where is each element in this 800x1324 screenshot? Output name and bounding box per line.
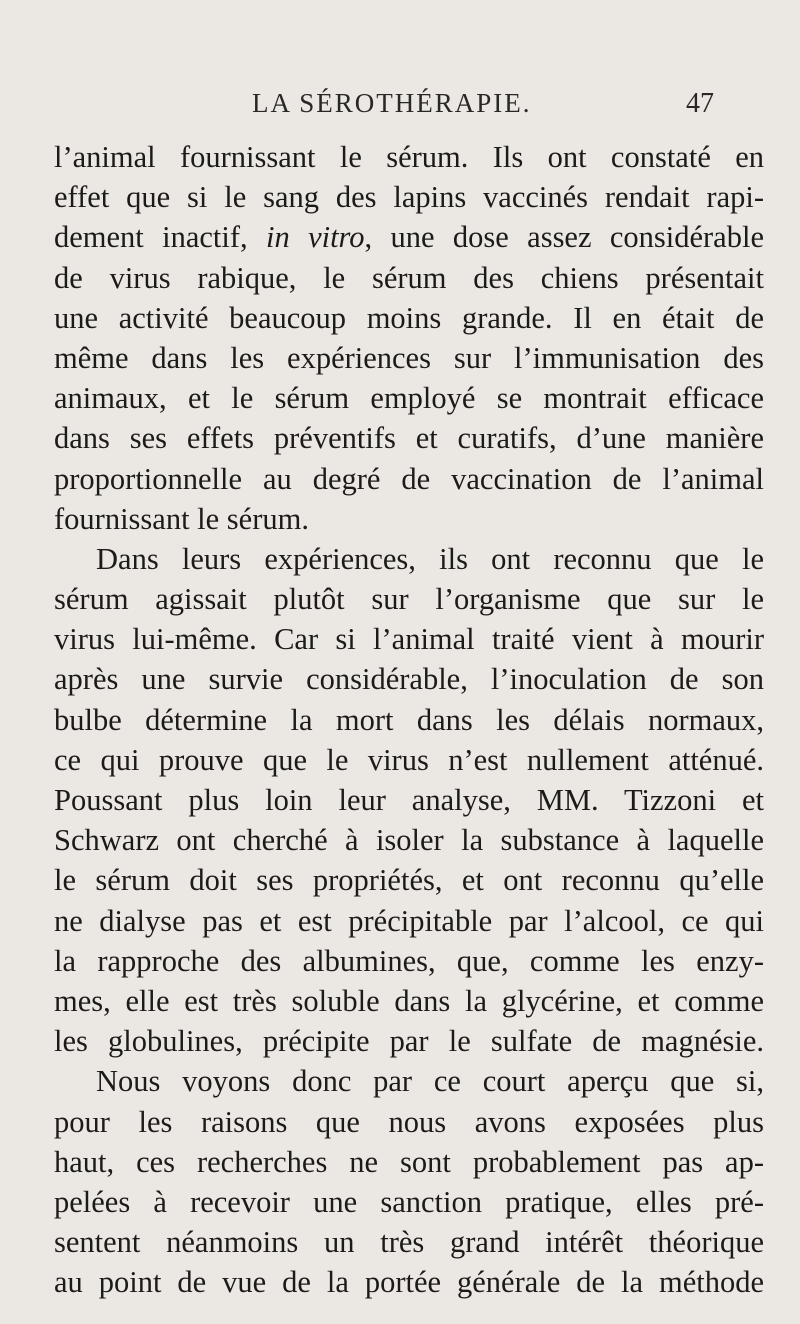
text-line: mes, elle est très soluble dans la glycérine, et comme (54, 983, 764, 1018)
text-line: Schwarz ont cherché à isoler la substance à laquelle (54, 823, 764, 858)
text-line: dans ses effets préventifs et curatifs, d’une manière (54, 421, 764, 456)
text-line: pour les raisons que nous avons exposées plus (54, 1104, 764, 1139)
text-line: haut, ces recherches ne sont probablement pas ap- (54, 1144, 764, 1179)
text-line: ne dialyse pas et est précipitable par l’alcool, ce qui (54, 903, 764, 938)
running-head: LA SÉROTHÉRAPIE. (252, 88, 532, 118)
text-line: une activité beaucoup moins grande. Il en était de (54, 300, 764, 335)
text-line: la rapproche des albumines, que, comme les enzy- (54, 943, 764, 978)
text-line: Dans leurs expériences, ils ont reconnu que le (96, 541, 764, 576)
body-text (54, 137, 764, 1302)
text-line: effet que si le sang des lapins vaccinés rendait rapi- (54, 180, 764, 215)
text-line: bulbe détermine la mort dans les délais normaux, (54, 702, 764, 737)
text-line: après une survie considérable, l’inoculation de son (54, 662, 764, 697)
text-line: sérum agissait plutôt sur l’organisme que sur le (54, 582, 764, 617)
page-number: 47 (686, 88, 714, 119)
text-line: ce qui prouve que le virus n’est nullement atténué. (54, 742, 764, 777)
text-line: le sérum doit ses propriétés, et ont reconnu qu’elle (54, 863, 764, 898)
text-line: virus lui-même. Car si l’animal traité vient à mourir (54, 622, 764, 657)
text-line: même dans les expériences sur l’immunisation des (54, 340, 764, 375)
text-line: de virus rabique, le sérum des chiens présentait (54, 260, 764, 295)
italic-phrase: in vitro (266, 220, 365, 255)
text-line: animaux, et le sérum employé se montrait efficace (54, 381, 764, 416)
text-line: Poussant plus loin leur analyse, MM. Tizzoni et (54, 783, 764, 817)
text-line: proportionnelle au degré de vaccination de l’animal (54, 461, 764, 496)
text-line: dement inactif, in vitro, une dose assez considérable (54, 220, 764, 255)
text-line: sentent néanmoins un très grand intérêt théorique (54, 1225, 764, 1260)
text-line: les globulines, précipite par le sulfate de magnésie. (54, 1024, 764, 1059)
text-line: fournissant le sérum. (54, 501, 309, 536)
text-line: pelées à recevoir une sanction pratique, elles pré- (54, 1184, 764, 1219)
text-line: au point de vue de la portée générale de la méthode (54, 1265, 764, 1300)
text-line: Nous voyons donc par ce court aperçu que si, (96, 1064, 764, 1099)
text-line: l’animal fournissant le sérum. Ils ont constaté en (54, 140, 764, 174)
